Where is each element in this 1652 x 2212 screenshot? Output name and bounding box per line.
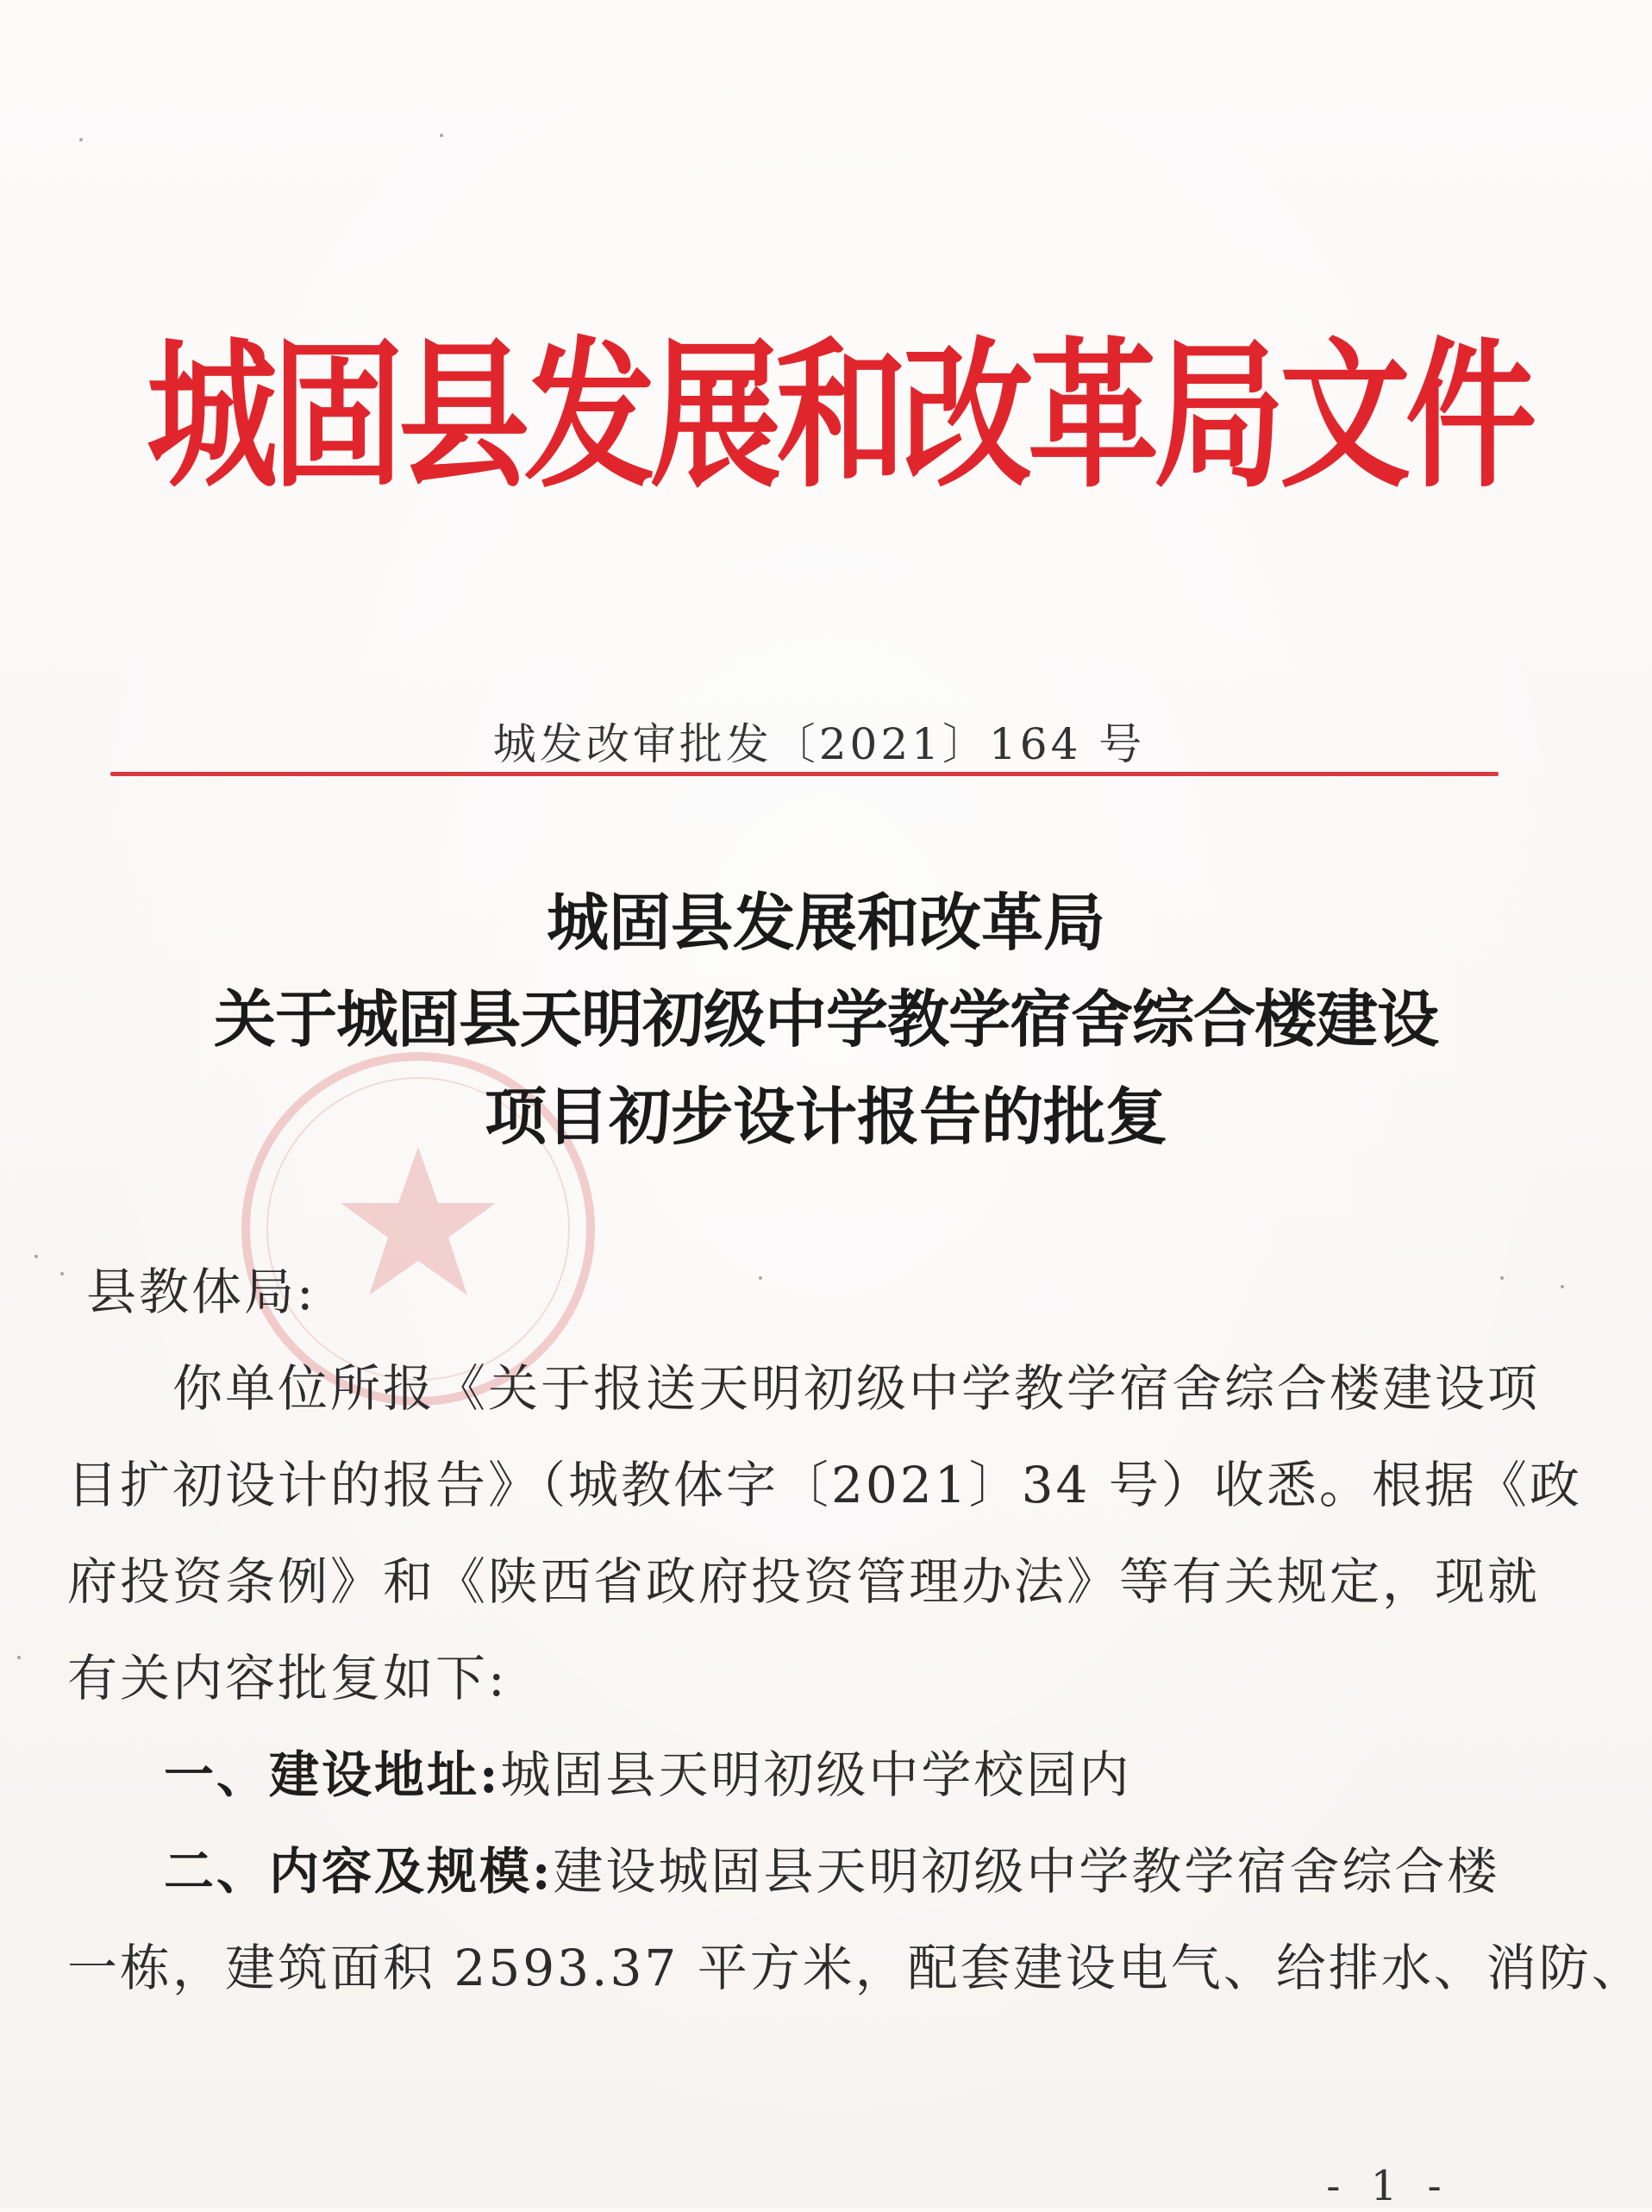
masthead-title: 城固县发展和改革局文件 xyxy=(147,321,1531,510)
paragraph-line: 目扩初设计的报告》（城教体字〔2021〕34 号）收悉。根据《政 xyxy=(67,1456,1582,1514)
section-text: 建设城固县天明初级中学教学宿舍综合楼 xyxy=(553,1842,1500,1901)
red-divider-line xyxy=(110,772,1499,776)
page-number: - 1 - xyxy=(1326,2162,1450,2210)
scan-speck xyxy=(1500,1276,1504,1280)
paragraph-line: 你单位所报《关于报送天明初级中学教学宿舍综合楼建设项 xyxy=(172,1359,1541,1418)
scan-speck xyxy=(60,1272,64,1275)
document-title-line-2: 关于城固县天明初级中学教学宿舍综合楼建设 xyxy=(213,982,1438,1056)
document-title-line-1: 城固县发展和改革局 xyxy=(546,886,1105,959)
document-number: 城发改审批发〔2021〕164 号 xyxy=(492,719,1146,769)
section-label: 二、内容及规模: xyxy=(164,1842,554,1901)
section-label: 一、建设地址: xyxy=(164,1745,501,1804)
document-title-line-3: 项目初步设计报告的批复 xyxy=(484,1080,1167,1153)
scan-speck xyxy=(34,1255,38,1258)
paragraph-line: 有关内容批复如下: xyxy=(67,1649,508,1708)
salutation: 县教体局: xyxy=(86,1263,316,1321)
paragraph-line: 一栋，建筑面积 2593.37 平方米，配套建设电气、给排水、消防、 xyxy=(67,1939,1644,1997)
section-construction-address xyxy=(164,1727,1630,1822)
paragraph-line: 府投资条例》和《陕西省政府投资管理办法》等有关规定，现就 xyxy=(67,1552,1541,1611)
scan-speck xyxy=(759,1276,762,1280)
section-text: 城固县天明初级中学校园内 xyxy=(500,1745,1132,1804)
scan-speck xyxy=(440,134,443,137)
section-content-scale xyxy=(164,1824,1630,1919)
scan-speck xyxy=(79,138,83,141)
scan-speck xyxy=(1561,1285,1564,1288)
scan-speck xyxy=(17,1656,21,1659)
